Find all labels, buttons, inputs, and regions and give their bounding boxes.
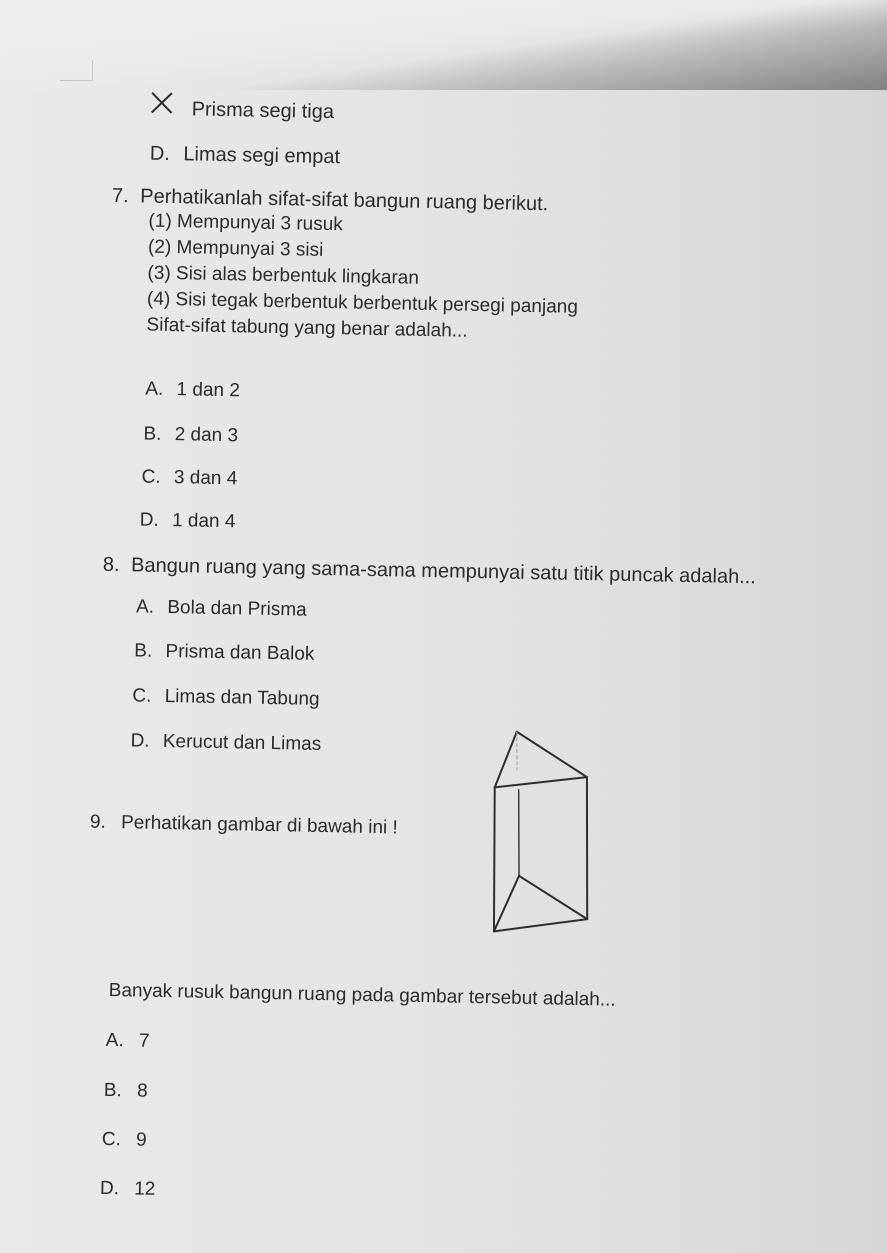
q8-option-a-letter: A. (135, 596, 155, 618)
q9-option-d-text: 12 (134, 1178, 156, 1200)
q7-option-a-text: 1 dan 2 (176, 379, 241, 402)
q7-statement-2: (2) Mempunyai 3 sisi (147, 236, 324, 261)
prism-right-vertical-edge (584, 777, 590, 919)
q7-option-b-letter: B. (143, 423, 162, 445)
q8-option-c (132, 685, 320, 711)
q9-option-b-text: 8 (136, 1080, 148, 1102)
q9-prompt: Perhatikan gambar di bawah ini ! (120, 812, 398, 839)
q8-option-b-letter: B. (134, 640, 153, 662)
q8-option-c-letter: C. (132, 685, 152, 707)
q8-option-b-text: Prisma dan Balok (165, 640, 315, 665)
q8-option-d-letter: D. (130, 730, 150, 752)
q7-option-d-letter: D. (139, 509, 159, 531)
q7-option-c-text: 3 dan 4 (173, 467, 238, 490)
prism-left-vertical-edge (492, 787, 497, 931)
q9-option-b (104, 1080, 148, 1103)
prev-option-d-letter: D. (149, 142, 171, 165)
q9-option-a (106, 1030, 150, 1053)
q8-option-a (136, 596, 307, 621)
q7-statement-4: (4) Sisi tegak berbentuk berbentuk persegi panjang (146, 288, 579, 318)
q7-option-a-letter: A. (145, 378, 164, 400)
prev-option-d-text: Limas segi empat (183, 143, 341, 169)
prism-bottom-front-edge (494, 917, 587, 933)
q9-option-b-letter: B. (103, 1079, 122, 1102)
prev-option-d (150, 143, 341, 169)
prism-hidden-vertical-edge (517, 790, 521, 876)
q7-number: 7. (111, 184, 129, 208)
q7-prompt: Perhatikanlah sifat-sifat bangun ruang berikut. (140, 185, 549, 216)
q9-heading (90, 812, 398, 840)
q9-option-d (100, 1178, 156, 1201)
q7-option-d-text: 1 dan 4 (171, 510, 236, 533)
cross-mark-icon (149, 91, 175, 115)
q8-option-a-text: Bola dan Prisma (167, 597, 307, 621)
q8-option-d (130, 730, 321, 756)
q9-number: 9. (89, 811, 107, 833)
q8-prompt: Bangun ruang yang sama-sama mempunyai satu titik puncak adalah... (130, 554, 757, 589)
prism-bottom-back-edge (518, 876, 588, 919)
q8-option-d-text: Kerucut dan Limas (162, 730, 322, 755)
prev-option-c (191, 98, 334, 123)
q9-option-c-letter: C. (101, 1128, 122, 1151)
q7-statement-1: (1) Mempunyai 3 rusuk (148, 210, 343, 236)
q9-question: Banyak rusuk bangun ruang pada gambar tersebut adalah... (108, 979, 616, 1011)
q7-option-b (143, 424, 238, 448)
q7-option-c-letter: C. (141, 466, 161, 488)
q9-option-c-text: 9 (135, 1129, 147, 1151)
prism-top-left-edge (495, 731, 517, 787)
prev-option-c-text: Prisma segi tiga (191, 98, 335, 124)
q9-option-c (102, 1129, 147, 1152)
q8-number: 8. (102, 553, 120, 577)
q8-option-c-text: Limas dan Tabung (164, 685, 320, 710)
prism-top-front-edge (495, 775, 587, 789)
prism-hidden-dash (516, 732, 518, 770)
prism-top-back-edge (516, 732, 588, 777)
q9-option-d-letter: D. (99, 1177, 120, 1200)
q7-question: Sifat-sifat tabung yang benar adalah... (146, 314, 468, 342)
q7-option-b-text: 2 dan 3 (174, 424, 239, 447)
q7-option-c (141, 466, 237, 490)
q9-option-a-text: 7 (138, 1030, 150, 1052)
q7-statement-3: (3) Sisi alas berbentuk lingkaran (147, 262, 420, 289)
prism-bottom-left-edge (494, 875, 519, 931)
q7-option-a (145, 379, 240, 403)
q8-option-b (134, 640, 315, 665)
q8-heading (103, 554, 756, 589)
triangular-prism-figure (488, 729, 602, 941)
q9-option-a-letter: A. (105, 1029, 124, 1052)
q7-option-d (140, 509, 236, 533)
